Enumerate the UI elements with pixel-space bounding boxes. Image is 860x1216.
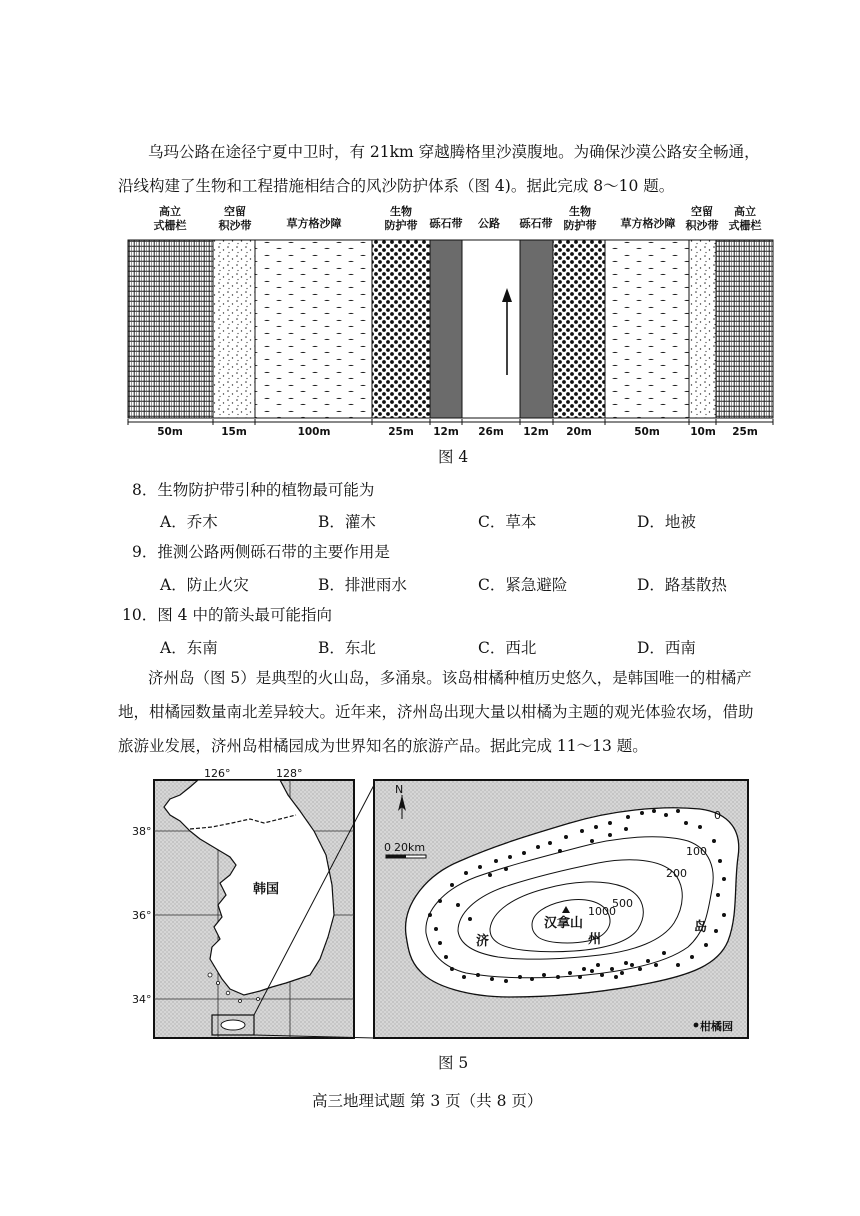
zone10-label-a: 空留 — [691, 205, 713, 218]
q9-stem: 9．推测公路两侧砾石带的主要作用是 — [132, 543, 390, 561]
zone11-fence — [716, 240, 773, 418]
orchard-dot — [564, 835, 568, 839]
q9-option-b: B．排泄雨水 — [318, 576, 407, 594]
zone3-width: 100m — [297, 426, 331, 438]
orchard-dot — [468, 917, 472, 921]
lat-36-label: 36° — [132, 909, 152, 922]
orchard-dot — [488, 873, 492, 877]
island-label-dao: 岛 — [694, 920, 708, 935]
orchard-dot — [638, 967, 642, 971]
orchard-dot — [624, 827, 628, 831]
q8-option-c: C．草本 — [478, 513, 537, 531]
orchard-dot — [590, 969, 594, 973]
contour-200-label: 200 — [666, 867, 687, 880]
intro2-line2: 地，柑橘园数量南北差异较大。近年来，济州岛出现大量以柑橘为主题的观光体验农场，借助 — [118, 703, 754, 721]
intro2-line3: 旅游业发展，济州岛柑橘园成为世界知名的旅游产品。据此完成 11～13 题。 — [118, 737, 648, 755]
orchard-dot — [608, 833, 612, 837]
orchard-dot — [462, 975, 466, 979]
orchard-dot — [620, 971, 624, 975]
orchard-dot — [608, 821, 612, 825]
island-label-zhou: 州 — [588, 932, 602, 947]
q10-option-b: B．东北 — [318, 639, 376, 657]
lat-34-label: 34° — [132, 993, 152, 1006]
zone6-road — [462, 240, 520, 418]
orchard-dot — [590, 839, 594, 843]
zone5-label: 砾石带 — [429, 217, 463, 230]
orchard-dot — [522, 851, 526, 855]
orchard-dot — [626, 815, 630, 819]
zone1-label-a: 高立 — [159, 205, 181, 218]
zone9-label: 草方格沙障 — [620, 217, 676, 230]
orchard-dot — [444, 955, 448, 959]
zone2-width: 15m — [221, 426, 247, 438]
q10-option-d: D．西南 — [637, 639, 696, 657]
zone6-width: 26m — [478, 426, 504, 438]
orchard-dot — [438, 941, 442, 945]
zone6-label: 公路 — [478, 217, 500, 230]
zone8-label-b: 防护带 — [563, 219, 597, 232]
orchard-dot — [464, 871, 468, 875]
orchard-dot — [684, 821, 688, 825]
orchard-dot — [624, 961, 628, 965]
q8-option-d: D．地被 — [637, 513, 696, 531]
orchard-dot — [610, 967, 614, 971]
orchard-dot — [556, 975, 560, 979]
zone4-width: 25m — [388, 426, 414, 438]
scale-length: 20km — [394, 841, 426, 854]
zone2-label-b: 积沙带 — [218, 219, 252, 232]
zone11-label-a: 高立 — [734, 205, 756, 218]
orchard-dot — [654, 963, 658, 967]
zone7-gravel — [520, 240, 553, 418]
intro1-line1: 乌玛公路在途径宁夏中卫时，有 21km 穿越腾格里沙漠腹地。为确保沙漠公路安全畅通， — [148, 143, 760, 161]
q9-option-c: C．紧急避险 — [478, 576, 568, 594]
orchard-dot — [508, 855, 512, 859]
lon-128-label: 128° — [276, 767, 303, 780]
zone5-width: 12m — [433, 426, 459, 438]
orchard-dot — [476, 973, 480, 977]
zone2-label-a: 空留 — [224, 205, 246, 218]
orchard-dot — [646, 959, 650, 963]
orchard-dot — [676, 809, 680, 813]
orchard-dot — [640, 811, 644, 815]
korea-map — [154, 780, 354, 1038]
orchard-dot — [594, 825, 598, 829]
orchard-dot — [518, 975, 522, 979]
orchard-dot — [504, 979, 508, 983]
orchard-dot — [558, 849, 562, 853]
orchard-dot — [536, 845, 540, 849]
orchard-dot — [652, 809, 656, 813]
zone1-fence — [128, 240, 213, 418]
orchard-dot — [722, 877, 726, 881]
q8-stem: 8．生物防护带引种的植物最可能为 — [132, 481, 375, 499]
orchard-dot — [664, 813, 668, 817]
orchard-dot — [698, 825, 702, 829]
figure-5-caption: 图 5 — [438, 1054, 469, 1072]
zone10-sand — [689, 240, 716, 418]
orchard-dot — [718, 859, 722, 863]
orchard-dot — [428, 913, 432, 917]
intro2-line1: 济州岛（图 5）是典型的火山岛，多涌泉。该岛柑橘种植历史悠久，是韩国唯一的柑橘产 — [148, 669, 752, 687]
q10-stem: 10．图 4 中的箭头最可能指向 — [122, 606, 332, 624]
orchard-dot — [504, 867, 508, 871]
orchard-dot — [662, 951, 666, 955]
zone7-width: 12m — [523, 426, 549, 438]
orchard-dot — [568, 971, 572, 975]
zone5-gravel — [430, 240, 462, 418]
zone1-width: 50m — [157, 426, 183, 438]
q8-option-b: B．灌木 — [318, 513, 376, 531]
orchard-dot — [712, 839, 716, 843]
orchard-dot — [722, 913, 726, 917]
orchard-dot — [542, 973, 546, 977]
figure-5 — [132, 765, 770, 1045]
intro1-line2: 沿线构建了生物和工程措施相结合的风沙防护体系（图 4)。据此完成 8～10 题。 — [118, 177, 675, 195]
zone11-label-b: 式栅栏 — [728, 219, 762, 232]
zone3-label: 草方格沙障 — [286, 217, 342, 230]
orchard-dot — [716, 893, 720, 897]
orchard-dot — [434, 927, 438, 931]
jeju-map — [374, 780, 748, 1038]
orchard-dot — [456, 903, 460, 907]
zone10-label-b: 积沙带 — [685, 219, 719, 232]
island-label-ji: 济 — [476, 934, 490, 949]
zone4-label-b: 防护带 — [384, 219, 418, 232]
lat-38-label: 38° — [132, 825, 152, 838]
orchard-dot — [578, 975, 582, 979]
zone9-grass-grid — [605, 240, 689, 418]
contour-500-label: 500 — [612, 897, 633, 910]
zone1-label-b: 式栅栏 — [153, 219, 187, 232]
figure-4 — [118, 200, 790, 440]
orchard-dot — [614, 975, 618, 979]
figure-4-caption: 图 4 — [438, 448, 469, 466]
north-label: N — [395, 783, 404, 796]
q10-option-c: C．西北 — [478, 639, 537, 657]
orchard-dot — [580, 829, 584, 833]
zone3-grass-grid — [255, 240, 372, 418]
zone4-label-a: 生物 — [390, 205, 412, 218]
orchard-dot — [714, 929, 718, 933]
orchard-dot — [438, 899, 442, 903]
page-footer: 高三地理试题 第 3 页（共 8 页） — [312, 1092, 543, 1110]
scale-zero: 0 — [384, 841, 391, 854]
orchard-dot — [450, 883, 454, 887]
orchard-dot — [600, 973, 604, 977]
orchard-dot — [490, 977, 494, 981]
orchard-dot — [690, 955, 694, 959]
orchard-dot — [548, 841, 552, 845]
orchard-dot — [494, 859, 498, 863]
orchard-dot — [630, 963, 634, 967]
zone4-bio-belt — [372, 240, 430, 418]
zone8-label-a: 生物 — [569, 205, 591, 218]
orchard-dot — [530, 977, 534, 981]
orchard-dot — [676, 963, 680, 967]
zone11-width: 25m — [732, 426, 758, 438]
q9-option-d: D．路基散热 — [637, 576, 727, 594]
korea-label: 韩国 — [252, 882, 280, 897]
zone9-width: 50m — [634, 426, 660, 438]
q8-option-a: A．乔木 — [160, 513, 218, 531]
contour-0-label: 0 — [714, 809, 721, 822]
lon-126-label: 126° — [204, 767, 231, 780]
q10-option-a: A．东南 — [160, 639, 218, 657]
contour-100-label: 100 — [686, 845, 707, 858]
q9-option-a: A．防止火灾 — [160, 576, 249, 594]
orchard-dot — [596, 963, 600, 967]
zone8-width: 20m — [566, 426, 592, 438]
zone7-label: 砾石带 — [519, 217, 553, 230]
orchard-dot — [478, 865, 482, 869]
orchard-dot — [582, 967, 586, 971]
orchard-dot — [704, 943, 708, 947]
zone8-bio-belt — [553, 240, 605, 418]
peak-label: 汉拿山 — [544, 916, 584, 931]
legend-label: 柑橘园 — [700, 1020, 733, 1033]
orchard-dot — [450, 967, 454, 971]
contour-1000-label: 1000 — [588, 905, 616, 918]
zone2-sand — [213, 240, 255, 418]
zone10-width: 10m — [690, 426, 716, 438]
